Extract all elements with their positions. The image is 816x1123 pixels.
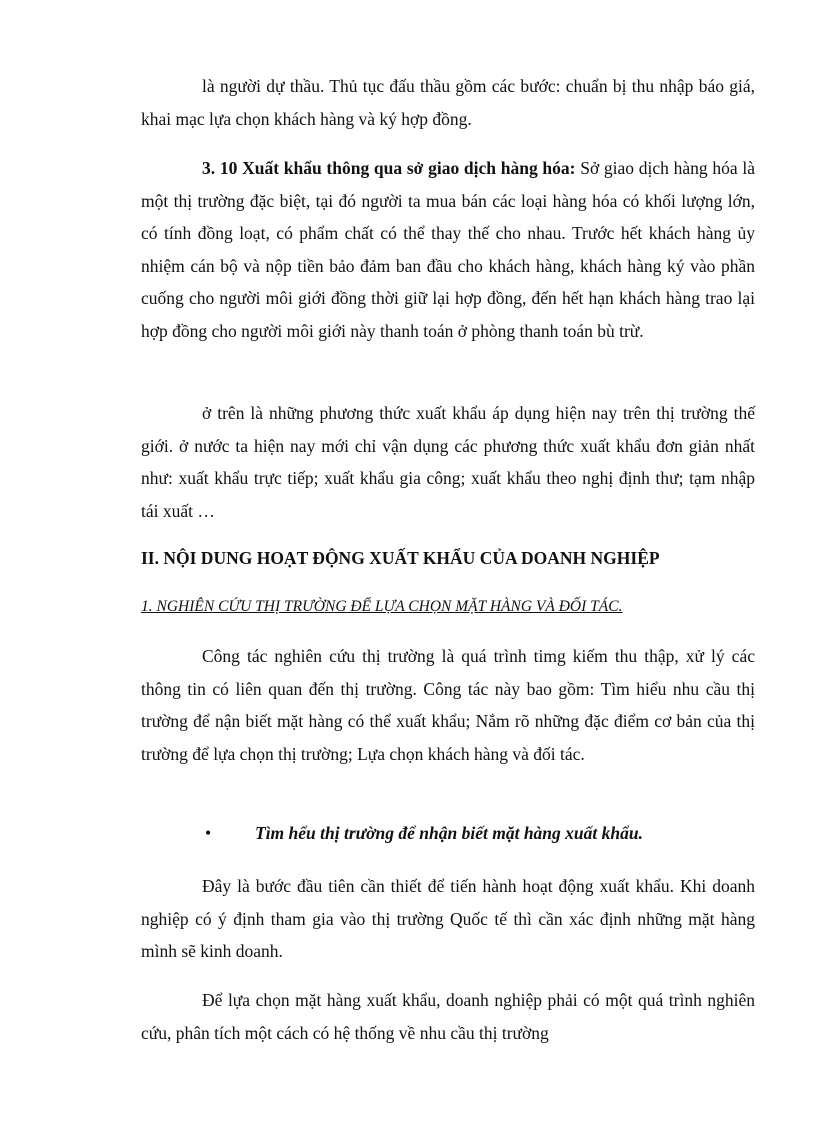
paragraph-commodity-exchange <box>141 152 755 347</box>
paragraph-product-selection <box>141 984 755 1049</box>
paragraph-first-step <box>141 870 755 968</box>
section-heading: II. NỘI DUNG HOẠT ĐỘNG XUẤT KHẨU CỦA DOANH NGHIỆP <box>141 548 660 568</box>
paragraph-text: Đây là bước đầu tiên cần thiết để tiến hành hoạt động xuất khẩu. Khi doanh nghiệp có ý định tham gia vào thị trường Quốc tế thì cần xác định những mặt hàng mình sẽ kinh doanh. <box>141 876 755 961</box>
bullet-item <box>205 823 643 844</box>
paragraph-text: ở trên là những phương thức xuất khẩu áp dụng hiện nay trên thị trường thế giới. ở nước ta hiện nay mới chỉ vận dụng các phương thức xuất khẩu đơn giản nhất như: xuất khẩu trực tiếp; xuất khẩu gia công; xuất khẩu theo nghị định thư; tạm nhập tái xuất … <box>141 403 755 521</box>
paragraph-market-research <box>141 640 755 770</box>
paragraph-heading: 3. 10 Xuất khẩu thông qua sở giao dịch hàng hóa: <box>202 158 576 178</box>
paragraph-text: là người dự thầu. Thủ tục đấu thầu gồm các bước: chuẩn bị thu nhập báo giá, khai mạc lựa chọn khách hàng và ký hợp đồng. <box>141 76 755 129</box>
paragraph-text: Công tác nghiên cứu thị trường là quá trình timg kiếm thu thập, xử lý các thông tin có liên quan đến thị trường. Công tác này bao gồm: Tìm hiểu nhu cầu thị trường để nận biết mặt hàng có thể xuất khẩu; Nắm rõ những đặc điểm cơ bản của thị trường để lựa chọn thị trường; Lựa chọn khách hàng và đối tác. <box>141 646 755 764</box>
paragraph-bidding-end <box>141 70 755 135</box>
paragraph-text: Sở giao dịch hàng hóa là một thị trường đặc biệt, tại đó người ta mua bán các loại hàng hóa có khối lượng lớn, có tính đồng loạt, có phẩm chất có thể thay thế cho nhau. Trước hết khách hàng ủy nhiệm cán bộ và nộp tiền bảo đảm ban đầu cho khách hàng, khách hàng ký vào phần cuống cho người môi giới đồng thời giữ lại hợp đồng, đến hết hạn khách hàng trao lại hợp đồng cho người môi giới này thanh toán ở phòng thanh toán bù trừ. <box>141 158 755 341</box>
bullet-icon: • <box>205 823 212 843</box>
paragraph-text: Để lựa chọn mặt hàng xuất khẩu, doanh nghiệp phải có một quá trình nghiên cứu, phân tích một cách có hệ thống về nhu cầu thị trường <box>141 990 755 1043</box>
paragraph-summary <box>141 397 755 527</box>
bullet-text: Tìm hểu thị trường để nhận biết mặt hàng xuất khẩu. <box>255 823 643 843</box>
subsection-heading: 1. NGHIÊN CỨU THỊ TRƯỜNG ĐỂ LỰA CHỌN MẶT HÀNG VÀ ĐỐI TÁC. <box>141 598 623 615</box>
